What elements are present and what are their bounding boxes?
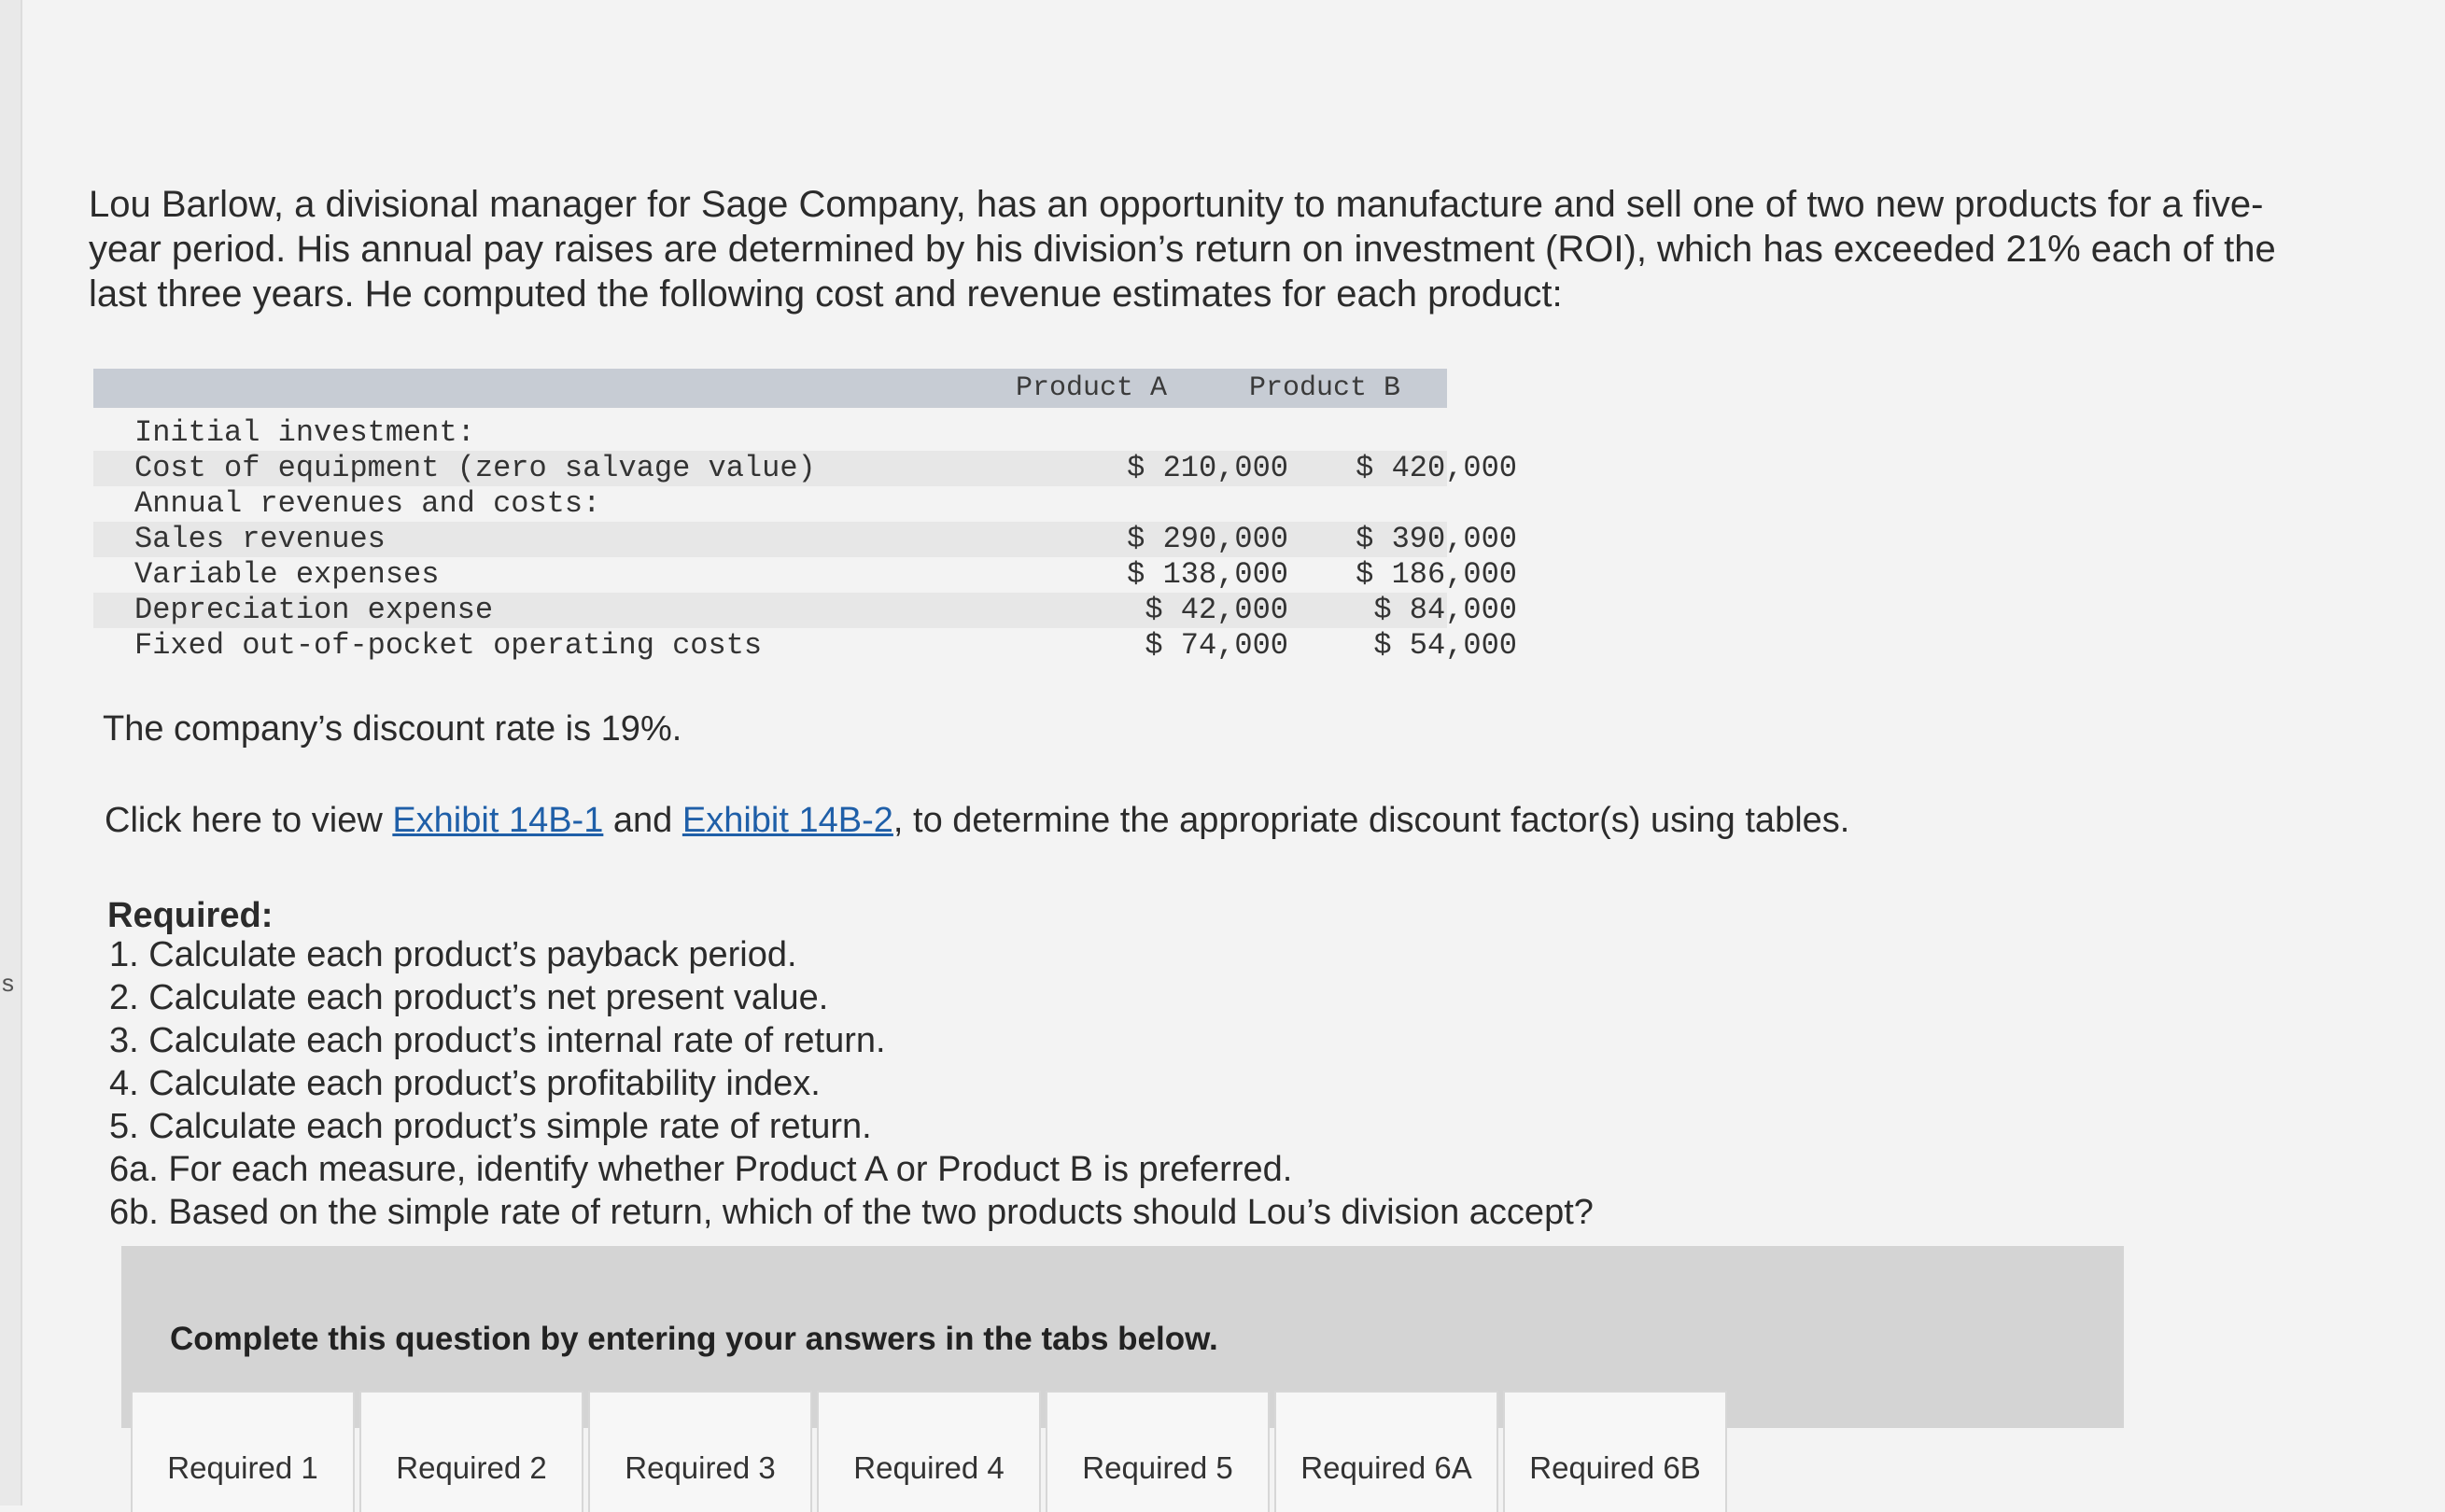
product-b-value: $ 186,000: [1356, 557, 1517, 592]
exhibits-prefix: Click here to view: [105, 801, 393, 840]
tab-required-6b[interactable]: Required 6B: [1503, 1391, 1727, 1512]
exhibit-14b-2-link[interactable]: Exhibit 14B-2: [682, 801, 893, 840]
list-item: 6a. For each measure, identify whether Product A or Product B is preferred.: [109, 1150, 1293, 1189]
tab-required-2[interactable]: Required 2: [359, 1391, 583, 1512]
row-label: Sales revenues: [134, 522, 386, 556]
tab-required-6a[interactable]: Required 6A: [1274, 1391, 1498, 1512]
list-item: 4. Calculate each product’s profitability index.: [109, 1064, 821, 1103]
list-item: 5. Calculate each product’s simple rate of return.: [109, 1107, 872, 1146]
panel-instruction-text: Complete this question by entering your answers in the tabs below.: [170, 1321, 1218, 1357]
discount-rate-text: The company’s discount rate is 19%.: [103, 709, 682, 749]
tab-required-5[interactable]: Required 5: [1046, 1391, 1270, 1512]
row-label: Cost of equipment (zero salvage value): [134, 451, 816, 485]
product-b-value: $ 390,000: [1356, 522, 1517, 556]
required-heading: Required:: [107, 896, 274, 935]
table-row: [93, 451, 1517, 486]
tab-required-4[interactable]: Required 4: [817, 1391, 1041, 1512]
product-a-value: $ 290,000: [1127, 522, 1288, 556]
product-a-value: $ 138,000: [1127, 557, 1288, 592]
row-label: Variable expenses: [134, 557, 440, 592]
row-label: Depreciation expense: [134, 593, 494, 627]
list-item: 1. Calculate each product’s payback period.: [109, 935, 797, 974]
tab-required-1[interactable]: Required 1: [131, 1391, 355, 1512]
product-a-value: $ 42,000: [1145, 593, 1288, 627]
exhibits-suffix: , to determine the appropriate discount factor(s) using tables.: [892, 801, 1850, 840]
column-header-product-a: Product A: [1016, 372, 1168, 404]
list-item: 6b. Based on the simple rate of return, which of the two products should Lou’s division accept?: [109, 1193, 1594, 1232]
product-b-value: $ 54,000: [1373, 628, 1517, 663]
intro-paragraph: Lou Barlow, a divisional manager for Sage Company, has an opportunity to manufacture and sell one of two new products for a five-year period. His annual pay raises are determined by his division’s return on investment (ROI), which has exceeded 21% each of the last three years. He computed the following cost and revenue estimates for each product:: [89, 184, 2276, 315]
table-header-row: [93, 369, 1447, 408]
product-b-value: $ 420,000: [1356, 451, 1517, 485]
exhibit-14b-1-link[interactable]: Exhibit 14B-1: [392, 801, 604, 840]
list-item: 2. Calculate each product’s net present value.: [109, 978, 829, 1017]
product-b-value: $ 84,000: [1373, 593, 1517, 627]
product-a-value: $ 74,000: [1145, 628, 1288, 663]
left-edge-strip: [0, 0, 22, 1505]
left-edge-mark: s: [2, 969, 14, 997]
column-header-product-b: Product B: [1249, 372, 1401, 404]
required-list: [109, 933, 1594, 1234]
row-label: Initial investment:: [134, 415, 475, 450]
exhibits-middle: and: [603, 801, 682, 840]
table-row: [93, 593, 1517, 628]
row-label: Fixed out-of-pocket operating costs: [134, 628, 763, 663]
list-item: 3. Calculate each product’s internal rate of return.: [109, 1021, 886, 1060]
table-row: [93, 522, 1517, 557]
cost-revenue-table: [93, 369, 1517, 663]
tab-required-3[interactable]: Required 3: [588, 1391, 812, 1512]
product-a-value: $ 210,000: [1127, 451, 1288, 485]
exhibits-line: [105, 801, 1849, 841]
row-label: Annual revenues and costs:: [134, 486, 601, 521]
